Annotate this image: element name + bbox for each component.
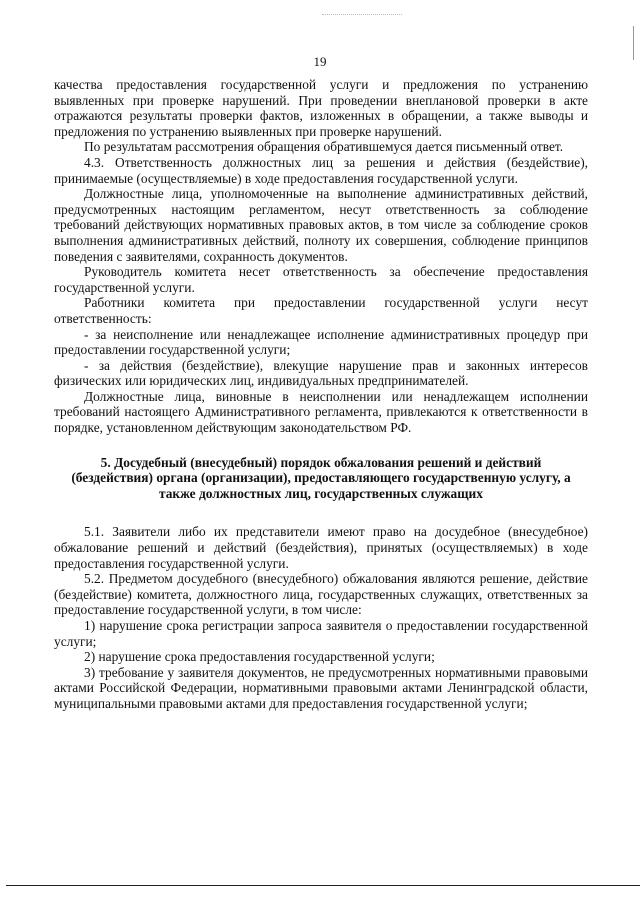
page-bottom-line <box>6 885 640 886</box>
paragraph: Должностные лица, уполномоченные на выполнение административных действий, предусмотренных настоящим регламентом, несут ответственность за соблюдение требований действующих нормативных правовых актов, в том числе за соблюдение сроков выполнения административных действий, полноту их совершения, соблюдение принципов поведения с заявителями, сохранность документов. <box>54 186 588 264</box>
list-item: 1) нарушение срока регистрации запроса заявителя о предоставлении государственной услуги; <box>54 618 588 649</box>
paragraph: Работники комитета при предоставлении государственной услуги несут ответственность: <box>54 295 588 326</box>
document-body <box>54 77 588 712</box>
paragraph: 4.3. Ответственность должностных лиц за решения и действия (бездействие), принимаемые (осуществляемые) в ходе предоставления государственной услуги. <box>54 154 588 186</box>
paragraph: Руководитель комитета несет ответственность за обеспечение предоставления государственной услуги. <box>54 264 588 295</box>
paragraph: 5.1. Заявители либо их представители имеют право на досудебное (внесудебное) обжалование решений и действий (бездействия), принятых (осуществляемых) в ходе предоставления государственной услуги. <box>54 524 588 571</box>
list-item: 3) требование у заявителя документов, не предусмотренных нормативными правовыми актами Российской Федерации, нормативными правовыми актами Ленинградской области, муниципальными правовыми актами для предоставления государственной услуги; <box>54 664 588 711</box>
list-item: 2) нарушение срока предоставления государственной услуги; <box>84 649 435 665</box>
list-item: - за неисполнение или ненадлежащее исполнение административных процедур при предоставлении государственной услуги; <box>54 326 588 358</box>
page-number: 19 <box>313 54 327 69</box>
paragraph: По результатам рассмотрения обращения обратившемуся дается письменный ответ. <box>84 139 564 155</box>
scan-artifact <box>322 14 402 16</box>
paragraph: Должностные лица, виновные в неисполнении или ненадлежащем исполнении требований настоящего Административного регламента, привлекаются к ответственности в порядке, установленном действующим законодательством РФ. <box>54 388 588 436</box>
list-item: - за действия (бездействие), влекущие нарушение прав и законных интересов физических или юридических лиц, индивидуальных предпринимателей. <box>54 357 588 389</box>
paragraph: 5.2. Предметом досудебного (внесудебного) обжалования являются решение, действие (бездействие) комитета, должностного лица, государственных служащих, ответственных за предоставление государственной услуги, в том числе: <box>54 571 588 618</box>
section-heading: 5. Досудебный (внесудебный) порядок обжалования решений и действий (бездействия) органа (организации), предоставляющего государственную услугу, а также должностных лиц, государственных служащих <box>71 454 571 501</box>
paragraph: качества предоставления государственной услуги и предложения по устранению выявленных при проверке нарушений. При проведении внеплановой проверки в акте отражаются результаты проверки фактов, изложенных в обращении, а также выводы и предложения по устранению выявленных при проверке нарушений. <box>54 77 588 139</box>
